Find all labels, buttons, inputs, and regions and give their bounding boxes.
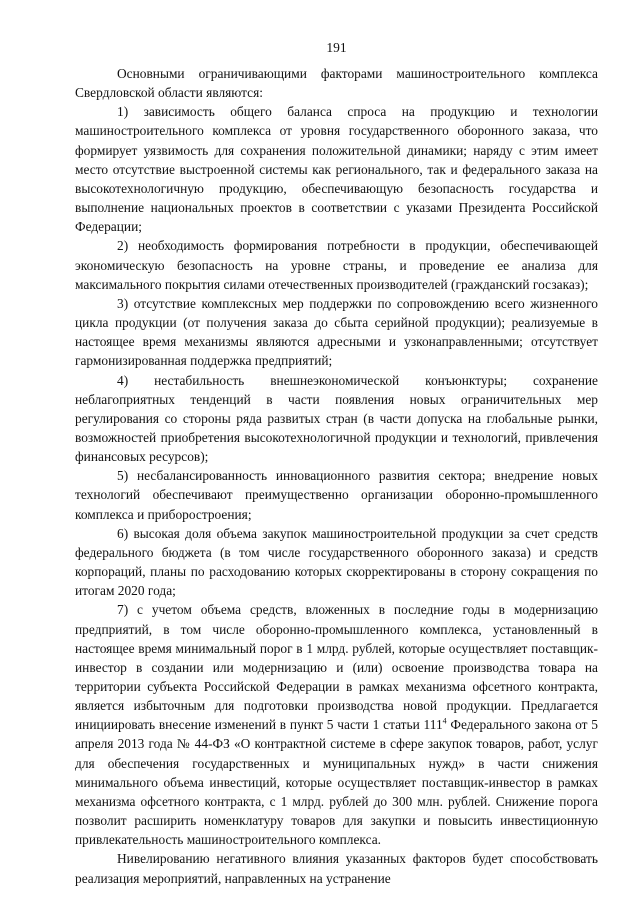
factor-item-3: 3) отсутствие комплексных мер поддержки по сопровождению всего жизненного цикла продукции (от получения заказа до сбыта серийной продукции); реализуемые в настоящее время механизмы являются адресными и узконаправленными; отсутствует гармонизированная поддержка предприятий; [75, 295, 598, 369]
intro-paragraph: Основными ограничивающими факторами машиностроительного комплекса Свердловской области являются: [75, 66, 598, 101]
factor-item-6: 6) высокая доля объема закупок машиностроительной продукции за счет средств федерального бюджета (в том числе государственного оборонного заказа) и средств корпораций, планы по расходованию которых скорректированы в сторону сокращения по итогам 2020 года; [75, 525, 598, 599]
factor-item-2: 2) необходимость формирования потребности в продукции, обеспечивающей экономическую безопасность на уровне страны, и проведение ее анализа для максимального покрытия силами отечественных производителей (гражданский госзаказ); [75, 238, 598, 292]
article-superscript: 4 [442, 716, 447, 726]
factor-item-7 [75, 600, 598, 849]
factor-item-1: 1) зависимость общего баланса спроса на продукцию и технологии машиностроительного комплекса от уровня государственного оборонного заказа, что формирует уязвимость для сохранения положительной динамики; наряду с этим имеет место отсутствие выстроенной системы как регионального, так и федерального заказа на высокотехнологичную продукцию, обеспечивающую безопасность государства и выполнение национальных проектов в соответствии с указами Президента Российской Федерации; [75, 104, 598, 235]
factor-item-7-text-end: Федерального закона от 5 апреля 2013 года № 44-ФЗ «О контрактной системе в сфере закупок товаров, работ, услуг для обеспечения государственных и муниципальных нужд» в части снижения минимального объема инвестиций, которые осуществляет поставщик-инвестор в рамках механизма офсетного контракта, с 1 млрд. рублей до 300 млн. рублей. Снижение порога позволит расширить номенклатуру товаров для закупки и повысить инвестиционную привлекательность машиностроительного комплекса. [75, 717, 598, 848]
factor-item-5: 5) несбалансированность инновационного развития сектора; внедрение новых технологий обеспечивают преимущественно организации оборонно-промышленного комплекса и приборостроения; [75, 468, 598, 522]
body-text [75, 64, 598, 888]
closing-paragraph: Нивелированию негативного влияния указанных факторов будет способствовать реализация мероприятий, направленных на устранение [75, 851, 598, 886]
factor-item-4: 4) нестабильность внешнеэкономической конъюнктуры; сохранение неблагоприятных тенденций в части появления новых ограничительных мер регулирования со стороны ряда развитых стран (в части допуска на глобальные рынки, возможностей приобретения высокотехнологичной продукции и технологий, привлечения финансовых ресурсов); [75, 372, 598, 465]
page-number: 191 [326, 40, 347, 55]
factor-item-7-text-start: 7) с учетом объема средств, вложенных в последние годы в модернизацию предприятий, в том числе оборонно-промышленного комплекса, установленный в настоящее время минимальный порог в 1 млрд. рублей, которые осуществляет поставщик-инвестор в создании или модернизацию и (или) освоение производства товара на территории субъекта Российской Федерации в рамках механизма офсетного контракта, является избыточным для подготовки производства новой продукции. Предлагается инициировать внесение изменений в пункт 5 части 1 статьи 111 [75, 602, 598, 733]
